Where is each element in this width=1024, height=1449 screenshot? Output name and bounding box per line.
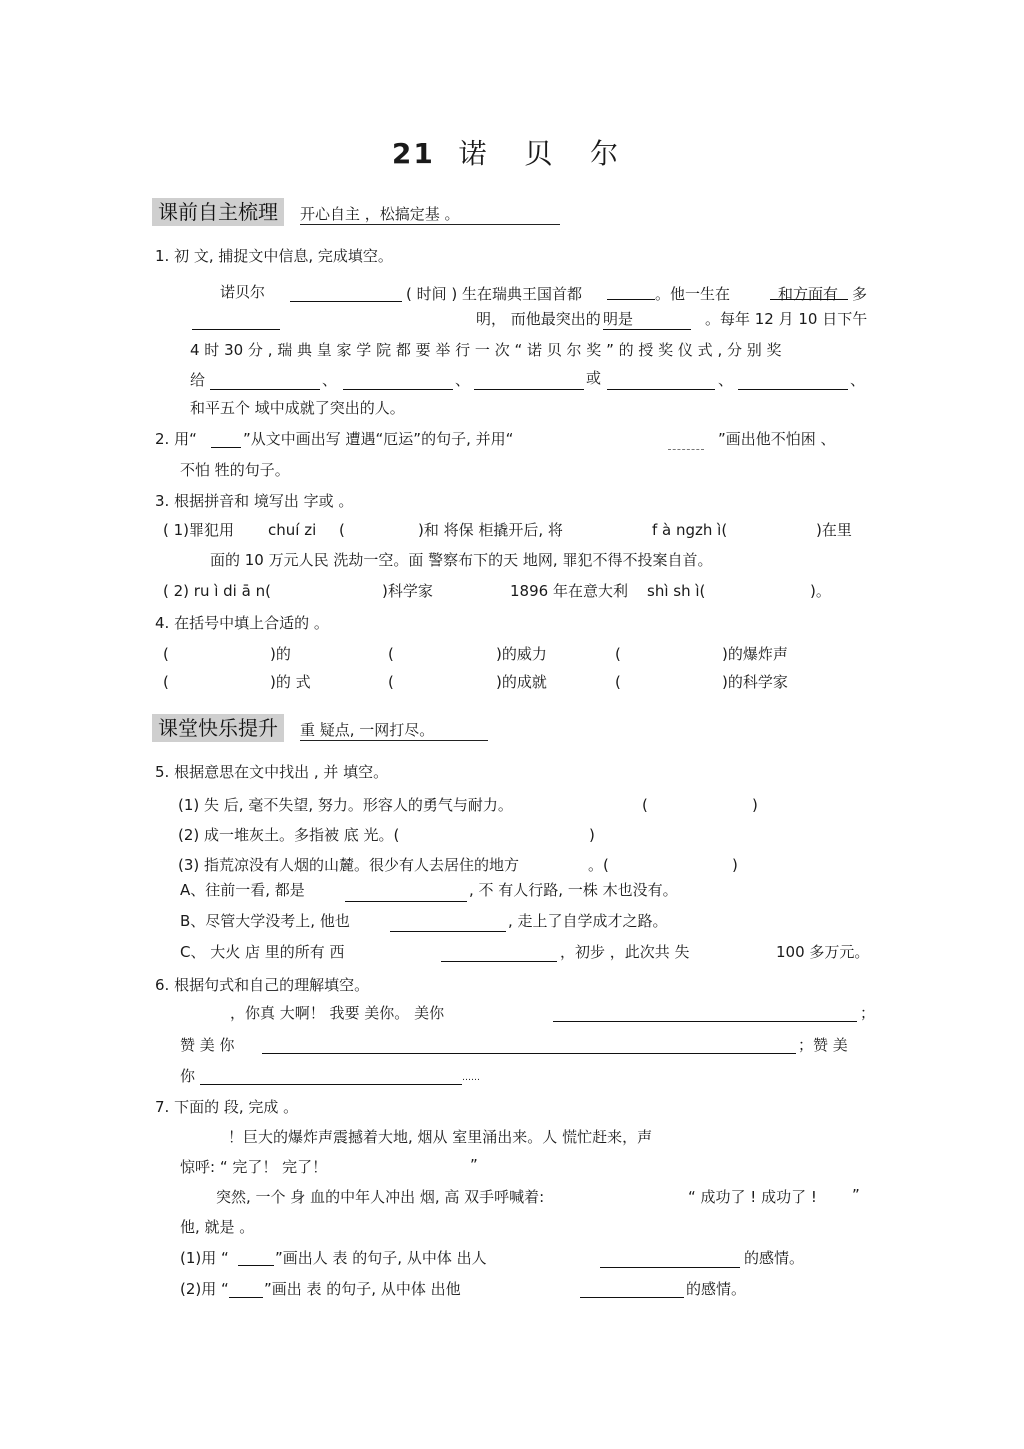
q6-heading: 6. 根据句式和自己的理解填空。 bbox=[155, 976, 370, 994]
q4-heading: 4. 在括号中填上合适的 。 bbox=[155, 614, 329, 632]
q6-blank-3[interactable] bbox=[200, 1083, 462, 1085]
q3-text-d: )和 将保 柜撬开后, 将 bbox=[418, 521, 563, 539]
q1-text-b: ( 时间 ) 生在瑞典王国首都 bbox=[406, 285, 583, 303]
q4-r2-c2-text: )的成就 bbox=[496, 673, 547, 691]
q1-blank-prize-3[interactable] bbox=[474, 388, 584, 390]
q5-b-suffix: , 走上了自学成才之路。 bbox=[508, 912, 668, 930]
q4-r1-c1-text: )的 bbox=[270, 645, 291, 663]
title-char-1: 诺 bbox=[458, 137, 489, 170]
q5-s3-open: 。( bbox=[588, 856, 609, 874]
q5-c-mid: ，初步 ，此次共 失 bbox=[560, 943, 690, 961]
q7-para-3c: ” bbox=[852, 1186, 860, 1204]
q7-s1-mark[interactable] bbox=[238, 1264, 274, 1266]
q3-text-i: )科学家 bbox=[382, 582, 433, 600]
q5-a-suffix: , 不 有人行路, 一株 木也没有。 bbox=[469, 881, 678, 899]
q1-blank-prize-1[interactable] bbox=[210, 388, 320, 390]
q4-r2-c3-text: )的科学家 bbox=[722, 673, 788, 691]
q5-s3-close: ) bbox=[732, 856, 738, 874]
q5-a-blank[interactable] bbox=[345, 900, 467, 902]
q1-text-m: 或 bbox=[586, 369, 602, 387]
q7-para-2a: 惊呼: “ 完了！ 完了！ bbox=[180, 1158, 328, 1176]
q1-text-j: 给 bbox=[190, 371, 206, 389]
q1-text-f: 明， 而他最突出的 bbox=[476, 310, 601, 328]
q1-blank-field[interactable] bbox=[770, 298, 848, 300]
q4-r1-c3-text: )的爆炸声 bbox=[722, 645, 788, 663]
q3-text-c: ( bbox=[339, 521, 345, 539]
q7-s1-blank[interactable] bbox=[600, 1266, 740, 1268]
q7-heading: 7. 下面的 段, 完成 。 bbox=[155, 1098, 299, 1116]
q4-r1-c2-text: )的威力 bbox=[496, 645, 547, 663]
q1-text-c: 。他一生在 bbox=[655, 285, 731, 303]
q1-text-p: 和平五个 域中成就了突出的人。 bbox=[190, 399, 405, 417]
q7-s2-suffix: 的感情。 bbox=[686, 1280, 747, 1298]
q3-pinyin-2: f à ngzh ì( bbox=[652, 521, 728, 539]
q1-text-a: 诺贝尔 bbox=[220, 283, 266, 301]
q6-text-d: ；赞 美 bbox=[798, 1036, 848, 1054]
q1-text-k: 、 bbox=[322, 371, 338, 389]
q2-text-b: ”从文中画出写 遭遇“厄运”的句子, 并用“ bbox=[243, 430, 514, 448]
q1-blank-prize-4[interactable] bbox=[607, 388, 715, 390]
q3-text-g: 面的 10 万元人民 洗劫一空。面 警察布下的天 地网, 罪犯不得不投案自首。 bbox=[210, 551, 713, 569]
q3-pinyin-3: ( 2) ru ì di ā n( bbox=[163, 582, 271, 600]
q3-text-f: )在里 bbox=[816, 521, 852, 539]
q5-b-blank[interactable] bbox=[390, 930, 506, 932]
q5-c-suffix: 100 多万元。 bbox=[776, 943, 870, 961]
q5-s2: (2) 成一堆灰土。多指被 底 光。( bbox=[178, 826, 400, 844]
q2-blank-line-mark[interactable] bbox=[211, 446, 241, 448]
q5-a-prefix: A、往前一看, 都是 bbox=[180, 881, 305, 899]
q7-s2-mark[interactable] bbox=[229, 1296, 263, 1298]
q3-text-j: 1896 年在意大利 bbox=[510, 582, 628, 600]
q3-text-a: ( 1)罪犯用 bbox=[163, 521, 235, 539]
q4-r1-c3-open: ( bbox=[615, 645, 621, 663]
q1-heading: 1. 初 文, 捕捉文中信息, 完成填空。 bbox=[155, 247, 393, 265]
q7-para-2b: ” bbox=[470, 1156, 478, 1174]
q7-s2-prefix: (2)用 “ bbox=[180, 1280, 229, 1298]
q6-text-b: ； bbox=[860, 1004, 876, 1022]
q1-text-i: 4 时 30 分 , 瑞 典 皇 家 学 院 都 要 举 行 一 次 “ 诺 贝 尔 奖 ” 的 授 奖 仪 式 , 分 别 奖 bbox=[190, 341, 782, 359]
page-title bbox=[0, 132, 1024, 172]
q5-s1-close: ) bbox=[752, 796, 758, 814]
q3-heading: 3. 根据拼音和 境写出 字或 。 bbox=[155, 492, 354, 510]
q4-r2-c1-text: )的 式 bbox=[270, 673, 311, 691]
title-char-3: 尔 bbox=[590, 137, 621, 170]
q2-text-c: ”画出他不怕困 、 bbox=[718, 430, 836, 448]
section-header-preview: 课前自主梳理 bbox=[152, 198, 284, 226]
q6-blank-1[interactable] bbox=[553, 1020, 857, 1022]
q1-text-g: 明是 bbox=[603, 310, 634, 328]
q4-r1-c1-open: ( bbox=[163, 645, 169, 663]
q5-s2-close: ) bbox=[589, 826, 595, 844]
q1-blank-invention[interactable] bbox=[603, 328, 691, 330]
q4-r1-c2-open: ( bbox=[388, 645, 394, 663]
q1-blank-prize-2[interactable] bbox=[343, 388, 453, 390]
title-number: 21 bbox=[391, 137, 435, 170]
q5-s3: (3) 指荒凉没有人烟的山麓。很少有人去居住的地方 bbox=[178, 856, 520, 874]
q7-s1-prefix: (1)用 “ bbox=[180, 1249, 229, 1267]
title-char-2: 贝 bbox=[524, 137, 555, 170]
q1-blank-capital[interactable] bbox=[607, 298, 655, 300]
q6-text-c: 赞 美 你 bbox=[180, 1036, 235, 1054]
q3-pinyin-1: chuí zi bbox=[268, 521, 317, 539]
q1-text-l: 、 bbox=[455, 371, 471, 389]
q7-para-3a: 突然, 一个 身 血的中年人冲出 烟, 高 双手呼喊着: bbox=[216, 1188, 545, 1206]
q4-r2-c2-open: ( bbox=[388, 673, 394, 691]
q3-text-l: )。 bbox=[810, 582, 831, 600]
q5-heading: 5. 根据意思在文中找出 , 并 填空。 bbox=[155, 763, 389, 781]
q5-c-blank[interactable] bbox=[441, 960, 557, 962]
q5-c-prefix: C、 大火 店 里的所有 西 bbox=[180, 943, 345, 961]
q3-pinyin-4: shì sh ì( bbox=[647, 582, 706, 600]
q2-text-d: 不怕 牲的句子。 bbox=[180, 461, 290, 479]
section-subtitle-preview: 开心自主 ，松搞定基 。 bbox=[300, 204, 560, 225]
q5-s1: (1) 失 后, 毫不失望, 努力。形容人的勇气与耐力。 bbox=[178, 796, 513, 814]
q1-blank-count[interactable] bbox=[192, 328, 280, 330]
q7-s2-mid: ”画出 表 的句子, 从中体 出他 bbox=[264, 1280, 461, 1298]
q6-blank-2[interactable] bbox=[262, 1052, 796, 1054]
q4-r2-c3-open: ( bbox=[615, 673, 621, 691]
q1-text-o: 、 bbox=[850, 371, 866, 389]
q1-text-d: 和方面有 bbox=[778, 285, 839, 303]
q1-text-n: 、 bbox=[718, 371, 734, 389]
q6-text-e: 你 bbox=[180, 1067, 196, 1085]
q6-text-a: ，你真 大啊！ 我要 美你。 美你 bbox=[230, 1004, 445, 1022]
q5-s1-open: ( bbox=[642, 796, 648, 814]
q7-s2-blank[interactable] bbox=[580, 1296, 684, 1298]
q7-s1-mid: ”画出人 表 的句子, 从中体 出人 bbox=[275, 1249, 487, 1267]
q1-text-e: 多 bbox=[852, 285, 868, 303]
section-subtitle-class: 重 疑点, 一网打尽。 bbox=[300, 720, 488, 741]
q5-b-prefix: B、尽管大学没考上, 他也 bbox=[180, 912, 350, 930]
section-header-class: 课堂快乐提升 bbox=[152, 714, 284, 742]
q4-r2-c1-open: ( bbox=[163, 673, 169, 691]
q1-text-h: 。每年 12 月 10 日下午 bbox=[705, 310, 868, 328]
q7-para-4: 他, 就是 。 bbox=[180, 1218, 255, 1236]
q1-blank-time[interactable] bbox=[290, 300, 402, 302]
q1-blank-prize-5[interactable] bbox=[738, 388, 848, 390]
q2-text-a: 2. 用“ bbox=[155, 430, 197, 448]
q6-text-f: …… bbox=[462, 1073, 480, 1083]
q7-s1-suffix: 的感情。 bbox=[744, 1249, 805, 1267]
q7-para-1: ！巨大的爆炸声震撼着大地, 烟从 室里涌出来。人 慌忙赶来，声 bbox=[228, 1128, 653, 1146]
q2-blank-wavy-mark[interactable] bbox=[668, 448, 704, 450]
q7-para-3b: “ 成功了 ! 成功了 ! bbox=[688, 1188, 817, 1206]
